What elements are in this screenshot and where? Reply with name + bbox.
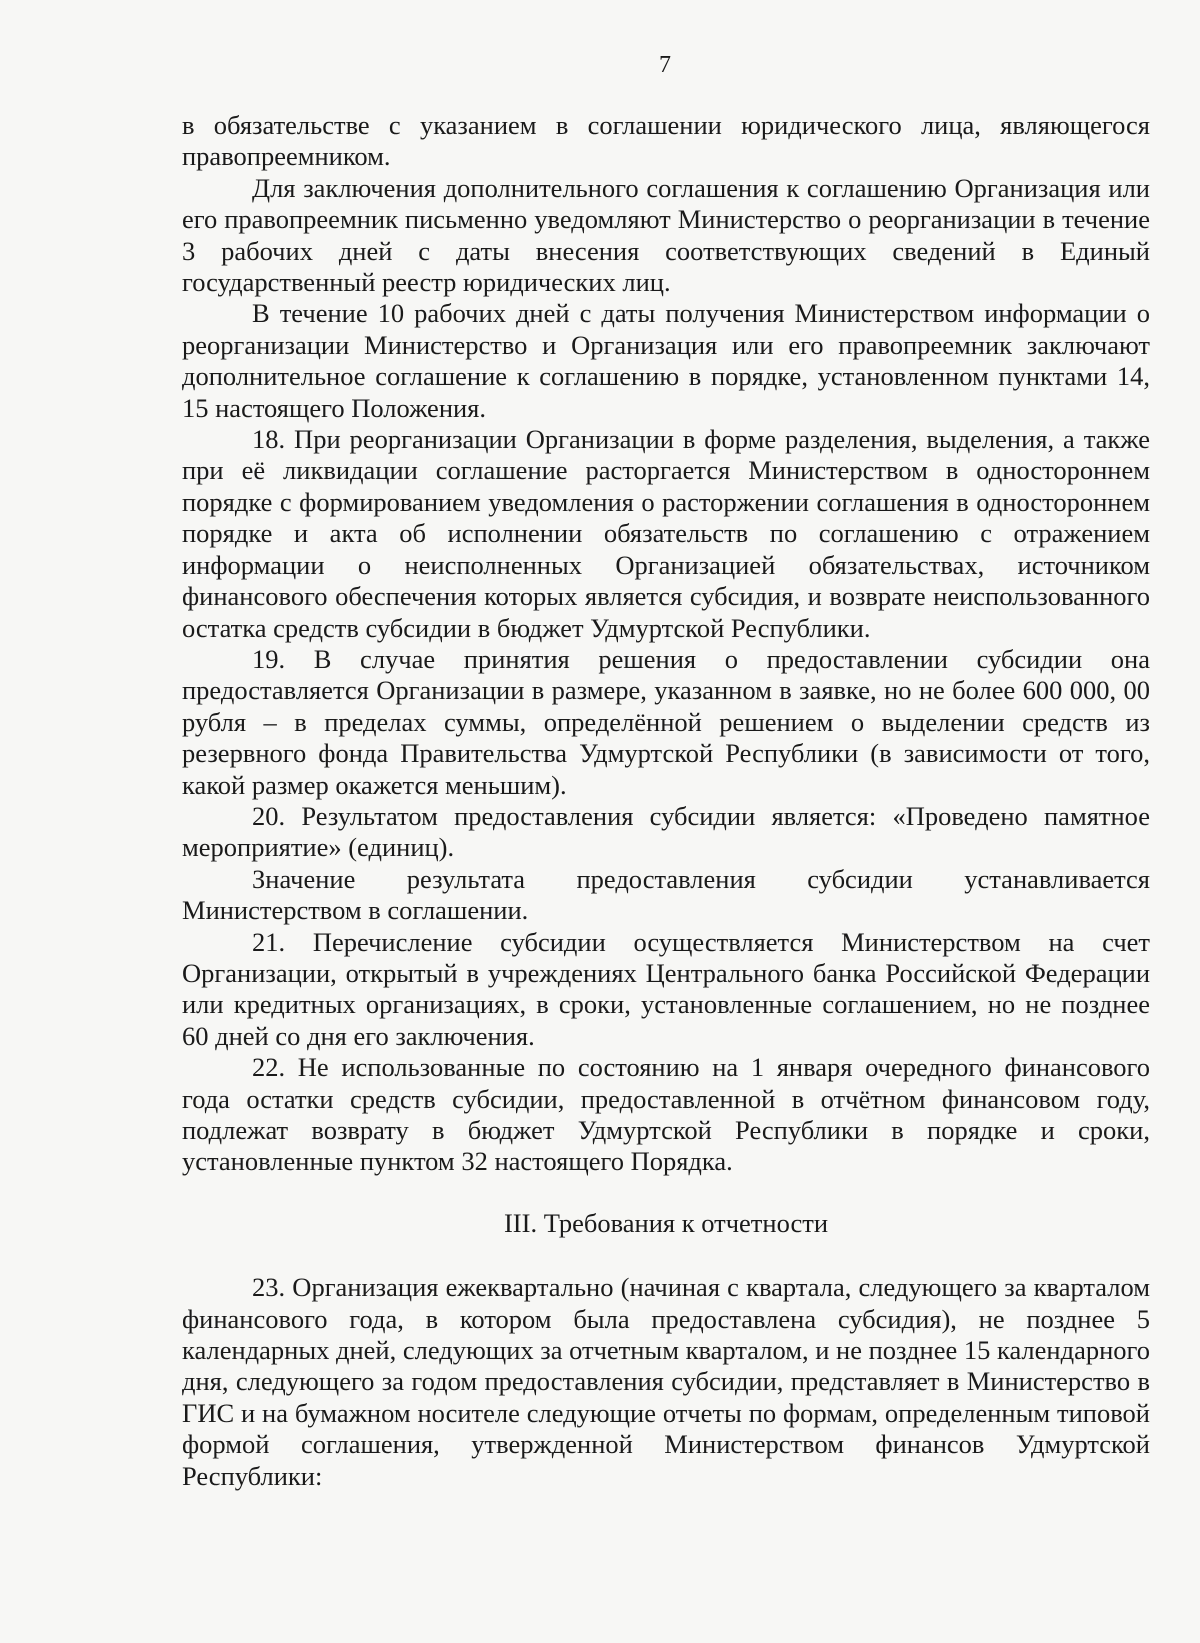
paragraph-item-22: 22. Не использованные по состоянию на 1 января очередного финансового года остатки средств субсидии, предоставленной в отчётном финансовом году, подлежат возврату в бюджет Удмуртской Республики в порядке и сроки, установленные пунктом 32 настоящего Порядка. bbox=[182, 1052, 1150, 1177]
paragraph-reorganization-term: В течение 10 рабочих дней с даты получения Министерством информации о реорганизации Министерство и Организация или его правопреемник заключают дополнительное соглашение к соглашению в порядке, установленном пунктами 14, 15 настоящего Положения. bbox=[182, 298, 1150, 423]
document-body bbox=[182, 110, 1150, 1492]
paragraph-item-20: 20. Результатом предоставления субсидии является: «Проведено памятное мероприятие» (единиц). bbox=[182, 800, 1150, 863]
paragraph-item-23: 23. Организация ежеквартально (начиная с квартала, следующего за кварталом финансового года, в котором была предоставлена субсидия), не позднее 5 календарных дней, следующих за отчетным кварталом, и не позднее 15 календарного дня, следующего за годом предоставления субсидии, представляет в Министерство в ГИС и на бумажном носителе следующие отчеты по формам, определенным типовой формой соглашения, утвержденной Министерством финансов Удмуртской Республики: bbox=[182, 1272, 1150, 1491]
paragraph-item-18: 18. При реорганизации Организации в форме разделения, выделения, а также при её ликвидации соглашение расторгается Министерством в одностороннем порядке с формированием уведомления о расторжении соглашения в одностороннем порядке и акта об исполнении обязательств по соглашению с отражением информации о неисполненных Организацией обязательствах, источником финансового обеспечения которых является субсидия, и возврате неиспользованного остатка средств субсидии в бюджет Удмуртской Республики. bbox=[182, 424, 1150, 643]
section-heading: III. Требования к отчетности bbox=[503, 1207, 829, 1238]
paragraph-continuation: в обязательстве с указанием в соглашении юридического лица, являющегося правопреемником. bbox=[182, 110, 1150, 172]
paragraph-additional-agreement: Для заключения дополнительного соглашения к соглашению Организация или его правопреемник письменно уведомляют Министерство о реорганизации в течение 3 рабочих дней с даты внесения соответствующих сведений в Единый государственный реестр юридических лиц. bbox=[182, 172, 1150, 298]
paragraph-item-19: 19. В случае принятия решения о предоставлении субсидии она предоставляется Организации в размере, указанном в заявке, но не более 600 000, 00 рубля – в пределах суммы, определённой решением о выделении средств из резервного фонда Правительства Удмуртской Республики (в зависимости от того, какой размер окажется меньшим). bbox=[182, 643, 1150, 800]
page-number: 7 bbox=[659, 52, 671, 78]
paragraph-item-21: 21. Перечисление субсидии осуществляется Министерством на счет Организации, открытый в учреждениях Центрального банка Российской Федерации или кредитных организациях, в сроки, установленные соглашением, но не позднее 60 дней со дня его заключения. bbox=[182, 926, 1150, 1051]
paragraph-result-value: Значение результата предоставления субсидии устанавливается Министерством в соглашении. bbox=[182, 863, 1150, 926]
